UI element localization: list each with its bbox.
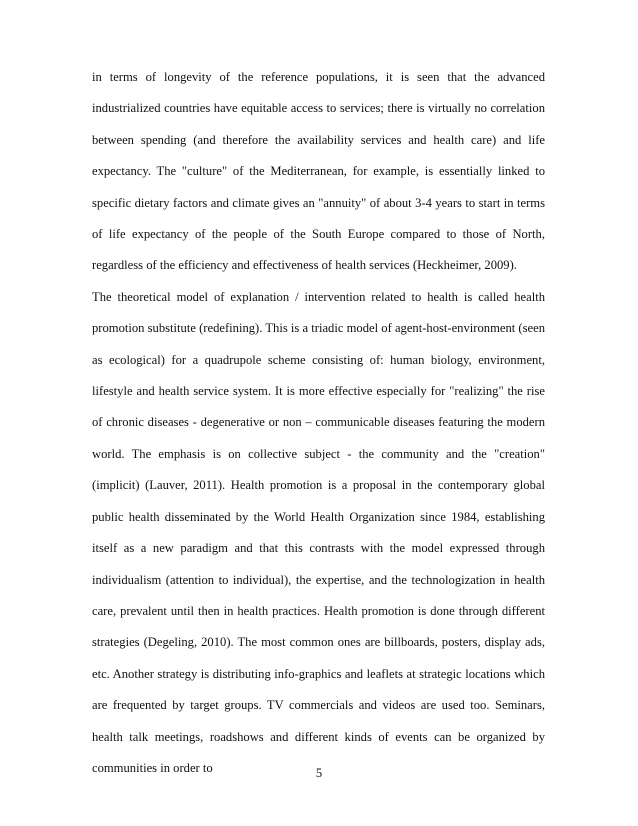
paragraph-2: The theoretical model of explanation / intervention related to health is called health promotion substitute (redefining). This is a triadic model of agent-host-environment (seen as ecological) for a quadrupole scheme consisting of: human biology, environment, lifestyle and health service system. It is more effective especially for "realizing" the rise of chronic diseases - degenerative or non – communicable diseases featuring the modern world. The emphasis is on collective subject - the community and the "creation" (implicit) (Lauver, 2011). Health promotion is a proposal in the contemporary global public health disseminated by the World Health Organization since 1984, establishing itself as a new paradigm and that this contrasts with the model expressed through individualism (attention to individual), the expertise, and the technologization in health care, prevalent until then in health practices. Health promotion is done through different strategies (Degeling, 2010). The most common ones are billboards, posters, display ads, etc. Another strategy is distributing info-graphics and leaflets at strategic locations which are frequented by target groups. TV commercials and videos are used too. Seminars, health talk meetings, roadshows and different kinds of events can be organized by communities in order to [92,289,545,775]
paragraph-1: in terms of longevity of the reference populations, it is seen that the advanced industrialized countries have equitable access to services; there is virtually no correlation between spending (and therefore the availability services and health care) and life expectancy. The "culture" of the Mediterranean, for example, is essentially linked to specific dietary factors and climate gives an "annuity" of about 3-4 years to start in terms of life expectancy of the people of the South Europe compared to those of North, regardless of the efficiency and effectiveness of health services (Heckheimer, 2009). [92,70,545,273]
body-text [92,62,545,784]
page-number: 5 [315,766,323,780]
